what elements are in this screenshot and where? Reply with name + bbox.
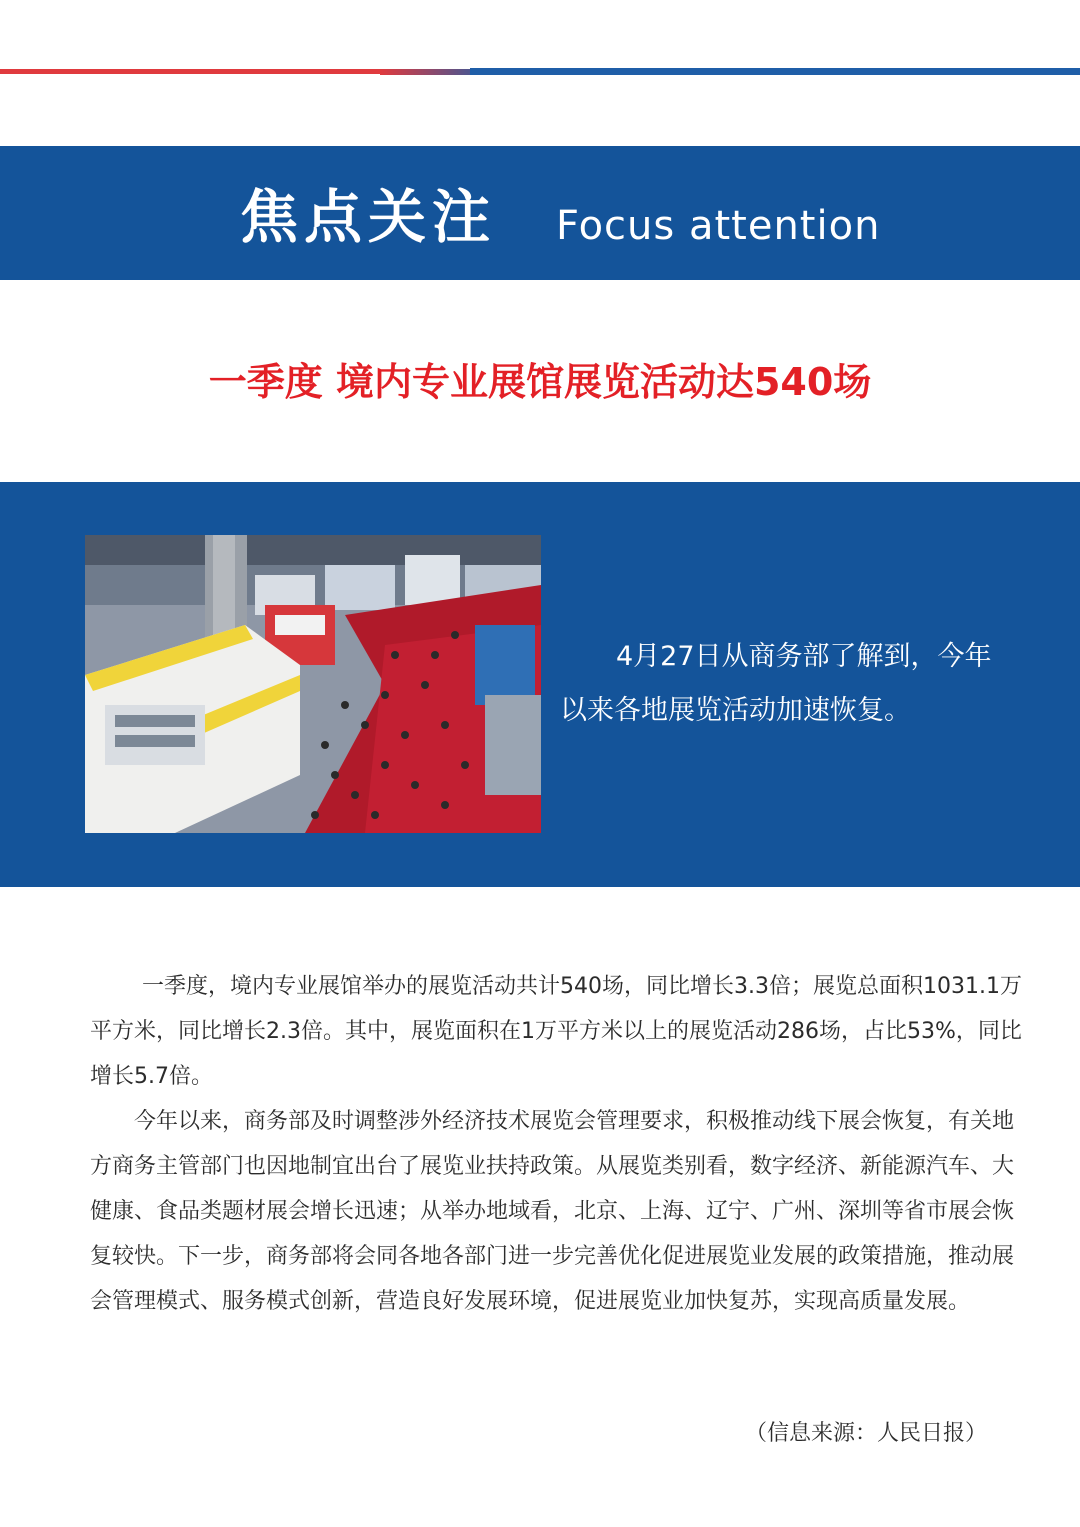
body-paragraph-1: 一季度，境内专业展馆举办的展览活动共计540场，同比增长3.3倍；展览总面积1031.1万平方米，同比增长2.3倍。其中，展览面积在1万平方米以上的展览活动286场，占比53%，同比增长5.7倍。	[90, 974, 1022, 1089]
top-rule-red-segment	[0, 69, 440, 74]
lede-line-2: 以来各地展览活动加速恢复。	[560, 695, 911, 726]
lede-line-1: 4月27日从商务部了解到，今年	[616, 641, 992, 672]
top-decorative-rule	[0, 68, 1080, 76]
lede-text	[560, 630, 1030, 738]
section-title-en: Focus attention	[556, 203, 881, 249]
body-paragraph-2: 今年以来，商务部及时调整涉外经济技术展览会管理要求，积极推动线下展会恢复，有关地方商务主管部门也因地制宜出台了展览业扶持政策。从展览类别看，数字经济、新能源汽车、大健康、食品类题材展会增长迅速；从举办地域看，北京、上海、辽宁、广州、深圳等省市展会恢复较快。下一步，商务部将会同各地各部门进一步完善优化促进展览业发展的政策措施，推动展会管理模式、服务模式创新，营造良好发展环境，促进展览业加快复苏，实现高质量发展。	[90, 1109, 1015, 1314]
section-title-cn: 焦点关注	[240, 183, 497, 251]
exhibition-photo-illustration	[85, 535, 541, 833]
article-body	[90, 964, 1025, 1324]
top-rule-blue-segment	[470, 68, 1080, 75]
source-credit: （信息来源：人民日报）	[745, 1421, 988, 1446]
section-banner	[0, 146, 1080, 280]
article-headline: 一季度 境内专业展馆展览活动达540场	[208, 360, 872, 404]
exhibition-hall-photo	[85, 535, 541, 833]
